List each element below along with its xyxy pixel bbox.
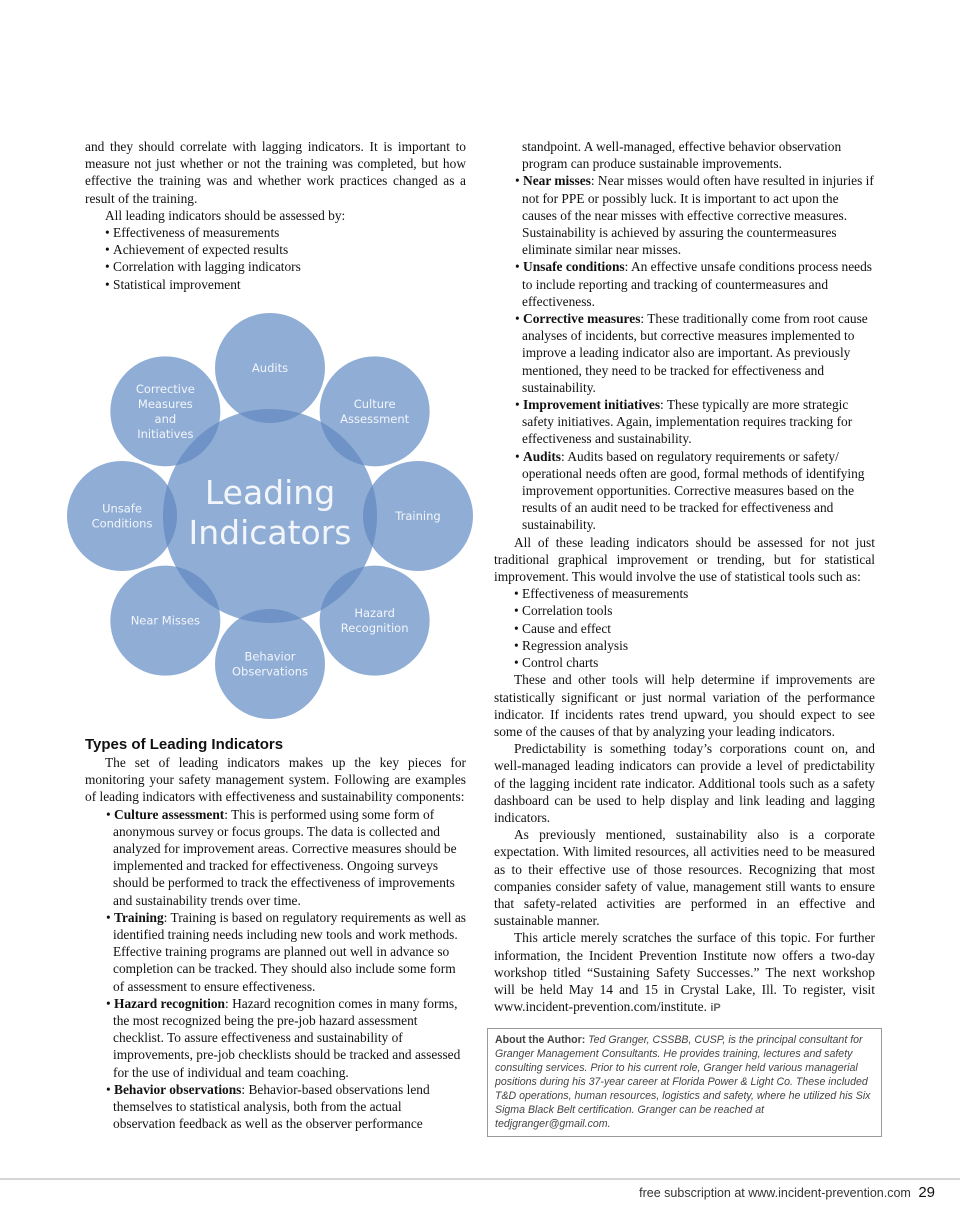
petal-label: Near Misses — [130, 613, 200, 628]
list-item — [113, 909, 466, 995]
petal-label: Corrective Measures and Initiatives — [135, 381, 195, 441]
item-term: Near misses — [523, 173, 591, 189]
list-item — [522, 172, 875, 258]
item-term: Audits — [523, 448, 562, 464]
list-item — [522, 448, 875, 534]
list-item — [113, 1081, 466, 1133]
left-column — [85, 138, 466, 293]
list-item: • Statistical improvement — [105, 276, 466, 293]
item-term: Unsafe conditions — [523, 259, 625, 275]
petal-label: Culture Assessment — [340, 396, 410, 426]
tools-list — [494, 585, 875, 671]
paragraph: As previously mentioned, sustainability also is a corporate expectation. With limited resources, all activities need to be measured as to their effective use of those resources. Recognizing that most companies consider safety of value, management still wants to ensure that safety-related activities are performed in an effective and sustainable manner. — [494, 827, 875, 929]
paragraph — [494, 929, 875, 1017]
petal-label: Audits — [251, 361, 289, 375]
leading-indicators-diagram — [62, 306, 478, 720]
item-text: : These traditionally come from root cause analyses of incidents, but corrective measures implemented to improve a leading indicator also are important. As previously mentioned, they need to be tracked for effectiveness and sustainability. — [522, 311, 868, 395]
list-item — [522, 310, 875, 396]
item-text: : These typically are more strategic safety initiatives. Again, implementation requires tracking for effectiveness and sustainability. — [522, 397, 853, 447]
center-label-line1: Leading — [204, 473, 336, 512]
list-item — [113, 806, 466, 909]
item-text: : Behavior-based observations lend themselves to statistical analysis, both from the actual observation feedback as well as the observer performance — [113, 1081, 430, 1132]
list-item: • Effectiveness of measurements — [105, 224, 466, 241]
list-item: • Cause and effect — [514, 620, 875, 637]
section-heading: Types of Leading Indicators — [85, 736, 284, 753]
paragraph: All of these leading indicators should be assessed for not just traditional graphical improvement or trending, but for statistical improvement. This would involve the use of statistical tools such as: — [494, 534, 875, 585]
end-mark: iP — [710, 1002, 721, 1015]
author-label: About the Author: — [495, 1034, 586, 1046]
types-intro: The set of leading indicators makes up the key pieces for monitoring your safety management system. Following are examples of leading indicators with effectiveness and sustainability components: — [85, 755, 466, 805]
item-term: Improvement initiatives — [523, 397, 661, 413]
list-item — [113, 995, 466, 1081]
item-term: Hazard recognition — [114, 995, 226, 1011]
petal-label: Behavior Observations — [231, 649, 309, 679]
author-bio: Ted Granger, CSSBB, CUSP, is the principal consultant for Granger Management Consultants. He provides training, lectures and safety consulting services. Prior to his current role, Granger held various managerial positions during his 37-year career at Florida Power & Light Co. These included T&D operations, human resources, logistics and safety, where he utilized his Six Sigma Black Belt certification. Granger can be reached at tedjgranger@gmail.com. — [495, 1034, 871, 1130]
right-column — [494, 138, 875, 1017]
list-item: • Achievement of expected results — [105, 241, 466, 258]
continuation-text: standpoint. A well-managed, effective behavior observation program can produce sustainable improvements. — [522, 139, 842, 172]
item-term: Training — [114, 909, 164, 925]
item-text: : Near misses would often have resulted in injuries if not for PPE or possibly luck. It is important to act upon the causes of the near misses with effective corrective measures. Sustainability is achieved by assuring the countermeasures eliminate similar near misses. — [522, 173, 874, 258]
assess-list — [85, 224, 466, 293]
list-item: • Correlation with lagging indicators — [105, 258, 466, 275]
petal-label: Training — [395, 509, 441, 523]
list-item: • Correlation tools — [514, 602, 875, 619]
item-term: Behavior observations — [114, 1081, 242, 1097]
list-item: • Regression analysis — [514, 637, 875, 654]
list-item — [522, 396, 875, 448]
paragraph: Predictability is something today’s corporations count on, and well-managed leading indicators can provide a level of predictability of the lagging incident rate indicator. Additional tools such as a safety dashboard can be used to help display and link leading and lagging indicators. — [494, 741, 875, 825]
assess-intro: All leading indicators should be assessed by: — [105, 207, 346, 223]
list-item: • Effectiveness of measurements — [514, 585, 875, 602]
footer — [639, 1184, 935, 1201]
paragraph: These and other tools will help determine if improvements are statistically significant or just normal variation of the performance indicator. If incidents rates trend upward, you should expect to see some of the causes of that by analyzing your leading indicators. — [494, 672, 875, 739]
petal-label: Hazard Recognition — [340, 606, 409, 636]
intro-paragraph: and they should correlate with lagging indicators. It is important to measure not just whether or not the training was completed, but how effective the training was and whether work practices changed as a result of the training. — [85, 139, 466, 206]
item-text: : Audits based on regulatory requirements or safety/ operational needs often are good, formal methods of identifying improvement opportunities. Corrective measures based on the results of an audit need to be tracked for effectiveness and sustainability. — [522, 448, 865, 533]
closing-text: This article merely scratches the surface of this topic. For further information, the Incident Prevention Institute now offers a two-day workshop titled “Sustaining Safety Successes.” The next workshop will be held May 14 and 15 in Crystal Lake, Ill. To register, visit www.incident-prevention.com/institute. — [494, 930, 875, 1015]
list-item: • Control charts — [514, 654, 875, 671]
center-label-line2: Indicators — [188, 513, 352, 552]
footer-subscription-link[interactable]: free subscription at www.incident-prevention.com — [639, 1186, 911, 1200]
author-box — [487, 1028, 882, 1137]
item-text: : Hazard recognition comes in many forms, the most recognized being the pre-job hazard assessment checklist. To assure effectiveness and sustainability of improvements, pre-job checklists should be tracked and assessed for the use of individual and team coaching. — [113, 995, 461, 1080]
item-term: Corrective measures — [523, 311, 641, 327]
item-text: : An effective unsafe conditions process needs to include reporting and tracking of countermeasures and effectiveness. — [522, 259, 873, 309]
petal-label: Unsafe Conditions — [91, 501, 153, 531]
footer-divider — [0, 1178, 960, 1180]
types-list — [85, 806, 466, 1133]
item-term: Culture assessment — [114, 806, 225, 822]
item-text: : Training is based on regulatory requirements as well as identified training needs including new tools and work methods. Effective training programs are planned out well in advance so completion can be tracked. They should also include some form of assessment to ensure effectiveness. — [113, 909, 467, 994]
indicator-list — [494, 172, 875, 533]
types-section — [85, 736, 466, 1132]
item-text: : This is performed using some form of anonymous survey or focus groups. The data is collected and analyzed for improvement areas. Corrective measures should be implemented and tracked for effectiveness. Ongoing surveys should be performed to track the effectiveness of improvements and sustainability trends over time. — [113, 806, 457, 908]
page-number: 29 — [918, 1184, 935, 1201]
list-item — [522, 258, 875, 310]
